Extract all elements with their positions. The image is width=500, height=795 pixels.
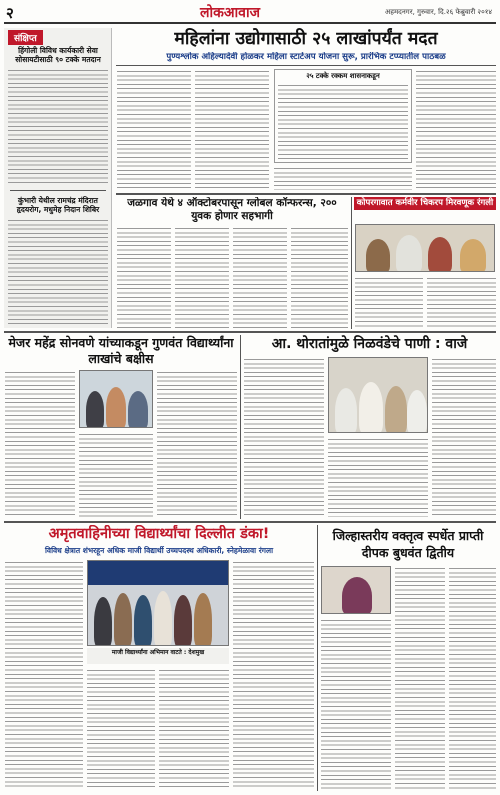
thorat-body-column bbox=[328, 437, 428, 517]
divider bbox=[4, 331, 496, 333]
thorat-photo bbox=[328, 357, 428, 433]
delhi-photo bbox=[87, 560, 229, 646]
dateline: अहमदनगर, गुरुवार, दि.२६ फेब्रुवारी २०१४ bbox=[384, 8, 492, 16]
column-divider bbox=[317, 525, 318, 791]
newspaper-name: लोकआवाज bbox=[200, 5, 260, 21]
competition-headline: जिल्हास्तरीय वक्तृत्व स्पर्धेत प्राप्ती दीपक बुधवंत द्वितीय bbox=[332, 528, 484, 560]
competition-body-column bbox=[395, 566, 445, 790]
divider bbox=[10, 190, 106, 191]
sonavane-body-column bbox=[157, 370, 237, 518]
thorat-body-column bbox=[432, 357, 496, 517]
divider bbox=[4, 521, 496, 523]
competition-body-column bbox=[449, 566, 496, 790]
divider bbox=[116, 65, 496, 66]
thorat-headline: आ. थोरातांमुळे निळवंडेचे पाणी : वाजे bbox=[271, 336, 468, 352]
competition-body-column bbox=[321, 618, 391, 790]
jalgaon-body-column bbox=[233, 226, 287, 328]
lead-headline: महिलांना उद्योगासाठी २५ लाखांपर्यंत मदत bbox=[174, 29, 438, 49]
box-body bbox=[278, 83, 408, 161]
delhi-body-column bbox=[87, 668, 155, 790]
lead-body-column bbox=[195, 69, 269, 189]
masthead bbox=[4, 2, 496, 24]
jalgaon-body-column bbox=[117, 226, 171, 328]
delhi-photo-caption: माजी विद्यार्थ्यांना अभिमान वाटते : देशमुख bbox=[87, 648, 229, 664]
delhi-subhead: विविध क्षेत्रात शंभरहून अधिक माजी विद्यार्थी उच्चपदस्थ अधिकारी, स्नेहमेळावा रंगला bbox=[44, 546, 274, 555]
page-number: २ bbox=[6, 4, 14, 22]
brief-tag: संक्षिप्त bbox=[8, 30, 43, 45]
brief-column bbox=[4, 28, 112, 328]
jalgaon-headline: जळगाव येथे ४ ऑक्टोबरपासून ग्लोबल कॉन्फरन्स, २०० युवक होणार सहभागी bbox=[127, 197, 337, 222]
column-divider bbox=[240, 335, 241, 519]
kopargaon-headline: कोपरगावात कर्मवीर चिकरप मिरवणूक रंगली bbox=[354, 197, 496, 210]
box-title: २५ टक्के रक्कम शासनाकडून bbox=[306, 72, 380, 80]
sonavane-headline: मेजर महेंद्र सोनवणे यांच्याकडून गुणवंत विद्यार्थ्यांना लाखांचे बक्षीस bbox=[8, 335, 234, 366]
lead-subhead: पुण्यश्लोक अहिल्यादेवी होळकर महिला स्टार्टअप योजना सुरू, प्रारंभिक टप्प्यातील पाठबळ bbox=[166, 52, 446, 62]
brief-item-title: कुंभारी येथील रामचंद्र मंदिरात हृदयरोग, मधुमेह निदान शिबिर bbox=[16, 196, 100, 214]
lead-highlight-box bbox=[274, 69, 412, 163]
sonavane-body-column bbox=[79, 432, 153, 518]
brief-item-body bbox=[8, 68, 108, 186]
delhi-body-column bbox=[159, 668, 229, 790]
lead-body-column bbox=[117, 69, 191, 189]
delhi-headline: अमृतवाहिनीच्या विद्यार्थ्यांचा दिल्लीत डंका! bbox=[48, 526, 270, 542]
lead-body-column bbox=[274, 166, 412, 190]
delhi-body-column bbox=[5, 560, 83, 790]
brief-item-body bbox=[8, 218, 108, 324]
kopargaon-body-column bbox=[355, 276, 423, 328]
kopargaon-photo bbox=[355, 224, 495, 272]
kopargaon-body-column bbox=[427, 276, 496, 328]
delhi-body-column bbox=[233, 560, 314, 790]
sonavane-photo bbox=[79, 370, 153, 428]
brief-item-title: हिंगोली विविध कार्यकारी सेवा सोसायटीसाठी ९० टक्के मतदान bbox=[15, 46, 101, 64]
jalgaon-body-column bbox=[175, 226, 229, 328]
divider bbox=[116, 193, 496, 195]
column-divider bbox=[351, 197, 352, 329]
competition-photo bbox=[321, 566, 391, 614]
lead-body-column bbox=[416, 69, 496, 189]
jalgaon-body-column bbox=[291, 226, 348, 328]
thorat-body-column bbox=[244, 357, 324, 517]
sonavane-body-column bbox=[5, 370, 75, 518]
